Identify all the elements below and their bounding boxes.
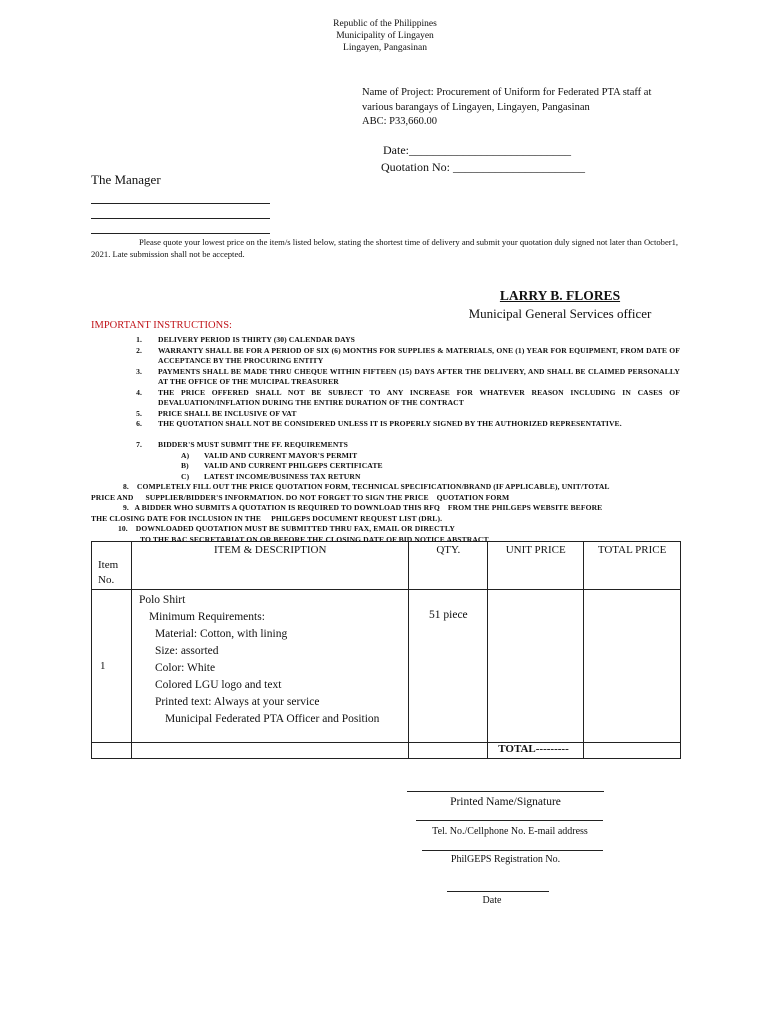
request-paragraph: Please quote your lowest price on the item/s listed below, stating the shortest time of delivery and submit your quotation duly signed not later than October1, 2021. Late submission shall not be accepted. [91,237,679,259]
contact-label: Tel. No./Cellphone No. E-mail address [432,826,588,837]
item-total-price-cell[interactable] [584,590,681,743]
instruction-number: 4. [136,387,142,397]
instruction-text: PRICE SHALL BE INCLUSIVE OF VAT [158,408,297,418]
desc-line: Material: Cotton, with lining [154,628,288,640]
total-empty-cell [131,743,408,759]
item-qty-cell: 51 piece [409,590,488,743]
header-republic: Republic of the Philippines [333,19,437,29]
item-description-cell [131,590,408,743]
header-no-label: No. [98,574,115,586]
signatory-title: Municipal General Services officer [468,306,652,321]
desc-line: Polo Shirt [138,594,186,606]
desc-line: Printed text: Always at your service [154,696,320,708]
instruction-8-line2: PRICE AND SUPPLIER/BIDDER'S INFORMATION. DO NOT FORGET TO SIGN THE PRICE QUOTATION FORM [91,492,510,502]
address-line-3[interactable] [91,233,270,234]
signature-line[interactable] [407,791,604,792]
philgeps-label: PhilGEPS Registration No. [450,854,561,865]
address-line-2[interactable] [91,218,270,219]
grand-total-cell[interactable] [584,743,681,759]
date-quotation-block [381,142,585,176]
header-location: Lingayen, Pangasinan [343,43,427,53]
requirement-letter: B) [181,461,189,470]
philgeps-line[interactable] [422,850,603,851]
instruction-9-line2: THE CLOSING DATE FOR INCLUSION IN THE PHILGEPS DOCUMENT REQUEST LIST (DRL). [91,513,443,523]
desc-line: Minimum Requirements: [148,611,265,623]
header-unit-price: UNIT PRICE [488,542,584,590]
document-header [0,18,770,54]
table-total-row [92,743,681,759]
header-qty: QTY. [409,542,488,590]
total-empty-cell [92,743,132,759]
table-row [92,590,681,743]
desc-line: Color: White [154,662,216,674]
instruction-text: THE PRICE OFFERED SHALL NOT BE SUBJECT TO ANY INCREASE FOR WHATEVER REASON INCLUDING IN CASES OF DEVALUATION/INFLATION DURING THE ENTIRE DURATION OF THE CONTRACT [158,387,680,407]
total-empty-cell [409,743,488,759]
instruction-number: 3. [136,366,142,376]
project-name-line2: various barangays of Lingayen, Lingayen, Pangasinan [362,101,590,113]
desc-line: Municipal Federated PTA Officer and Position [164,713,380,725]
header-total-price: TOTAL PRICE [584,542,681,590]
requirement-text: LATEST INCOME/BUSINESS TAX RETURN [204,471,361,481]
instruction-9-line1: 9. A BIDDER WHO SUBMITS A QUOTATION IS REQUIRED TO DOWNLOAD THIS RFQ FROM THE PHILGEPS WEBSITE BEFORE [123,503,603,512]
project-abc: ABC: P33,660.00 [362,116,437,127]
instruction-text: THE QUOTATION SHALL NOT BE CONSIDERED UNLESS IT IS PROPERLY SIGNED BY THE AUTHORIZED REPRESENTATIVE. [158,419,622,428]
project-name-line1: Name of Project: Procurement of Uniform for Federated PTA staff at [362,87,652,98]
contact-line[interactable] [416,820,603,821]
instruction-text: WARRANTY SHALL BE FOR A PERIOD OF SIX (6) MONTHS FOR SUPPLIES & MATERIALS, ONE (1) YEAR FOR EQUIPMENT, FROM DATE OF ACCEPTANCE BY THE PROCURING ENTITY [158,345,680,365]
table-header-row [92,542,681,590]
date-field[interactable]: Date:___________________________ [383,143,571,157]
quotation-table [91,541,681,759]
instruction-text: PAYMENTS SHALL BE MADE THRU CHEQUE WITHIN FIFTEEN (15) DAYS AFTER THE DELIVERY, AND SHALL BE CLAIMED PERSONALLY AT THE OFFICE OF THE MUICIPAL TREASURER [158,366,680,386]
item-number-cell: 1 [92,590,132,743]
addressee: The Manager [91,172,161,187]
instructions-list [0,335,770,545]
instruction-10-line1: 10. DOWNLOADED QUOTATION MUST BE SUBMITTED THRU FAX, EMAIL OR DIRECTLY [118,524,455,533]
instruction-number: 2. [136,345,142,355]
instruction-number: 5. [136,408,142,418]
signatory-name: LARRY B. FLORES [499,288,621,303]
date-label: Date [482,895,502,906]
address-line-1[interactable] [91,203,270,204]
printed-name-label: Printed Name/Signature [450,796,561,808]
quotation-number-field[interactable]: Quotation No: ______________________ [381,160,585,174]
instruction-number: 6. [136,419,142,428]
requirement-text: VALID AND CURRENT MAYOR'S PERMIT [204,450,358,460]
item-unit-price-cell[interactable] [488,590,584,743]
header-municipality: Municipality of Lingayen [336,31,434,41]
instruction-number: 7. [136,440,142,449]
desc-line: Size: assorted [154,645,219,657]
date-line[interactable] [447,891,549,892]
requirement-letter: A) [181,450,190,460]
total-label: TOTAL--------- [488,743,584,759]
desc-line: Colored LGU logo and text [154,679,282,691]
instruction-text: BIDDER'S MUST SUBMIT THE FF. REQUIREMENTS [158,440,348,449]
instruction-8-line1: 8. COMPLETELY FILL OUT THE PRICE QUOTATION FORM, TECHNICAL SPECIFICATION/BRAND (IF APPLICABLE), UNIT/TOTAL [123,482,610,491]
project-info [362,86,702,130]
instructions-heading: IMPORTANT INSTRUCTIONS: [91,320,232,331]
header-description: ITEM & DESCRIPTION [131,542,408,590]
requirement-text: VALID AND CURRENT PHILGEPS CERTIFICATE [204,461,383,470]
header-item-no [92,542,132,590]
instruction-text: DELIVERY PERIOD IS THIRTY (30) CALENDAR DAYS [158,335,355,344]
requirement-letter: C) [181,471,190,481]
header-item-label: Item [98,559,119,571]
instruction-10-line2: TO THE BAC SECRETARIAT ON OR BEFORE THE CLOSING DATE OF BID NOTICE ABSTRACT. [140,534,491,544]
instruction-number: 1. [136,335,142,344]
